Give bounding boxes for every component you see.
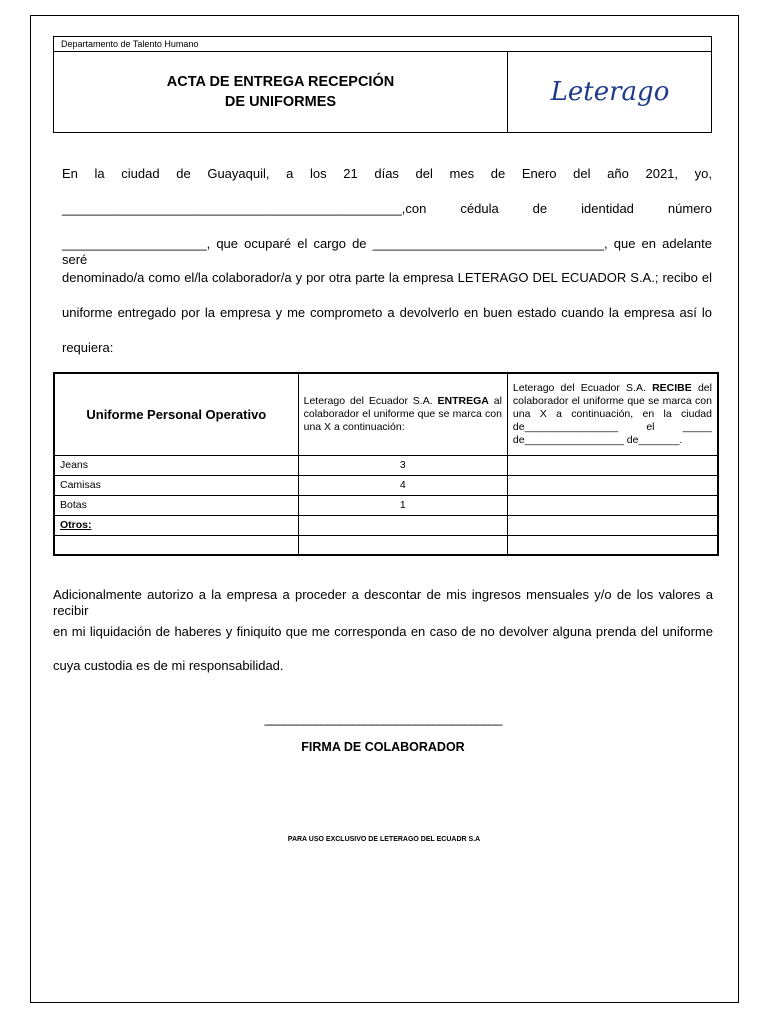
recibe-cell[interactable] <box>507 515 718 535</box>
table-row <box>54 475 718 495</box>
item-cell: Camisas <box>54 475 298 495</box>
header-recibe: Leterago del Ecuador S.A. RECIBE del colaborador el uniforme que se marca con una X a continuación, en la ciudad de________________ el _____ de_________________ de_______. <box>507 373 718 455</box>
document-title <box>54 52 508 132</box>
title-line-2: DE UNIFORMES <box>224 94 337 110</box>
qty-cell[interactable]: 1 <box>298 495 507 515</box>
department-label: Departamento de Talento Humano <box>54 37 711 52</box>
recibe-cell[interactable] <box>507 455 718 475</box>
item-cell[interactable] <box>54 535 298 555</box>
item-cell: Botas <box>54 495 298 515</box>
header-uniform: Uniforme Personal Operativo <box>54 373 298 455</box>
signature-label: FIRMA DE COLABORADOR <box>301 740 465 754</box>
uniform-table <box>53 372 719 556</box>
intro-line-3: ____________________, que ocuparé el cargo de ________________________________, que en adelante seré <box>62 236 712 267</box>
recibe-cell[interactable] <box>507 535 718 555</box>
recibe-cell[interactable] <box>507 475 718 495</box>
table-row <box>54 455 718 475</box>
company-logo <box>509 52 711 132</box>
additional-line-3: cuya custodia es de mi responsabilidad. <box>53 658 284 673</box>
intro-line-1: En la ciudad de Guayaquil, a los 21 días del mes de Enero del año 2021, yo, <box>62 166 712 181</box>
document-header <box>53 36 712 133</box>
table-row <box>54 535 718 555</box>
qty-cell[interactable] <box>298 535 507 555</box>
qty-cell[interactable] <box>298 515 507 535</box>
signature-line[interactable]: ______________________________________ <box>264 711 502 726</box>
item-cell: Jeans <box>54 455 298 475</box>
intro-line-6: requiera: <box>62 340 114 355</box>
recibe-cell[interactable] <box>507 495 718 515</box>
intro-line-4: denominado/a como el/la colaborador/a y por otra parte la empresa LETERAGO DEL ECUADOR S.A.; recibo el <box>62 270 712 285</box>
table-header-row <box>54 373 718 455</box>
qty-cell[interactable]: 4 <box>298 475 507 495</box>
svg-text:Leterago: Leterago <box>550 77 670 107</box>
title-line-1: ACTA DE ENTREGA RECEPCIÓN <box>166 74 395 90</box>
footer-note: PARA USO EXCLUSIVO DE LETERAGO DEL ECUADR S.A <box>287 836 481 843</box>
item-cell-otros: Otros: <box>54 515 298 535</box>
intro-line-5: uniforme entregado por la empresa y me comprometo a devolverlo en buen estado cuando la empresa así lo <box>62 305 712 320</box>
leterago-logo-icon <box>545 72 675 112</box>
qty-cell[interactable]: 3 <box>298 455 507 475</box>
additional-line-2: en mi liquidación de haberes y finiquito que me corresponda en caso de no devolver alguna prenda del uniforme <box>53 624 713 639</box>
table-row <box>54 515 718 535</box>
intro-line-2: _______________________________________________,con cédula de identidad número <box>62 201 712 216</box>
additional-line-1: Adicionalmente autorizo a la empresa a proceder a descontar de mis ingresos mensuales y/o de los valores a recibir <box>53 587 713 618</box>
header-entrega: Leterago del Ecuador S.A. ENTREGA al colaborador el uniforme que se marca con una X a continuación: <box>298 373 507 455</box>
table-row <box>54 495 718 515</box>
